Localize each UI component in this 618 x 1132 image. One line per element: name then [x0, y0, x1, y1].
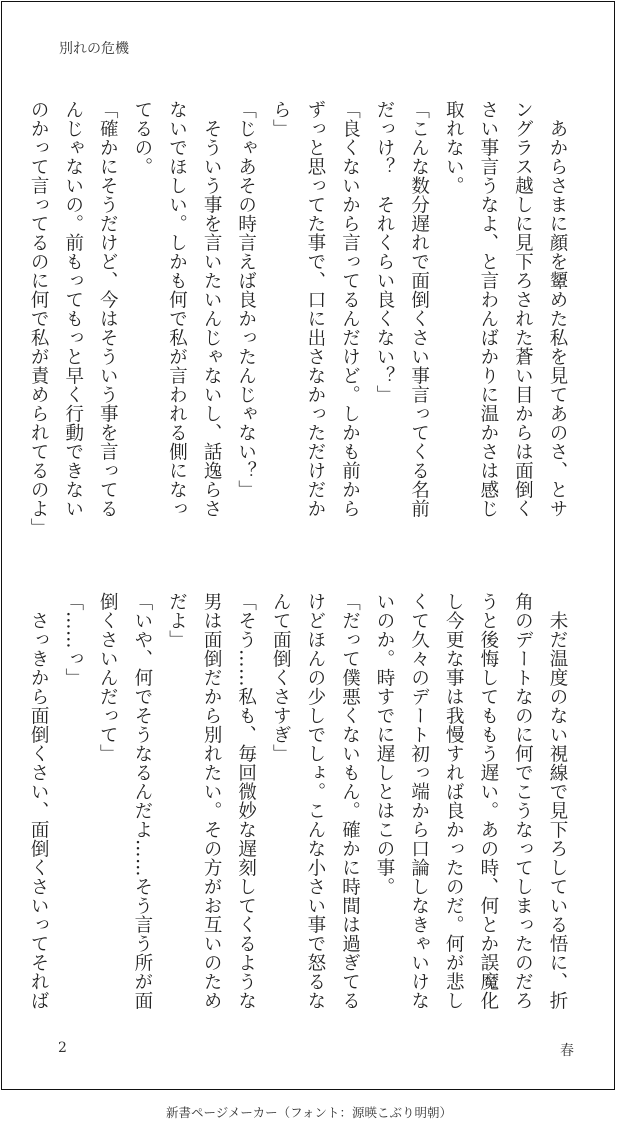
text-line: うと後悔してももう遅い。あの時、何とか誤魔化: [477, 592, 499, 1010]
text-line: 角のデートなのに何でこうなってしまったのだろ: [512, 592, 534, 1010]
text-line: ずっと思ってた事で、口に出さなかっただけだか: [304, 100, 326, 518]
text-line: 倒くさいんだって」: [97, 592, 119, 763]
text-line: 「そう……私も、毎回微妙な遅刻してくるような: [235, 592, 257, 1010]
app-caption: 新書ページメーカー（フォント：源暎こぶり明朝）: [165, 1105, 452, 1120]
text-line: のかって言ってるのに何で私が責められてるのよ」: [28, 100, 50, 537]
page-number: 2: [58, 1040, 67, 1056]
text-line: だよ」: [166, 592, 188, 649]
text-line: てるの。: [131, 100, 153, 176]
text-line: 「確かにそうだけど、今はそういう事を言ってる: [97, 100, 119, 518]
text-line: そういう事を言いたいんじゃないし、話逸らさ: [201, 100, 223, 518]
text-line: 「じゃあその時言えば良かったんじゃない？」: [235, 100, 257, 499]
text-line: ら」: [270, 100, 292, 138]
footer-note: 春: [560, 1043, 574, 1059]
page-frame: [1, 1, 615, 1090]
text-column-lower: [28, 592, 574, 1020]
text-line: し今更な事は我慢すれば良かったのだ。何が悲し: [443, 592, 465, 1010]
page-title: 別れの危機: [59, 41, 129, 57]
text-line: 「いや、何でそうなるんだよ……そう言う所が面: [131, 592, 153, 1010]
text-line: 取れない。: [443, 100, 465, 195]
text-line: 「……っ」: [62, 592, 84, 687]
text-line: 未だ温度のない視線で見下ろしている悟に、折: [547, 592, 568, 1010]
text-line: 「こんな数分遅れで面倒くさい事言ってくる名前: [408, 100, 430, 518]
text-line: 「良くないから言ってるんだけど。しかも前から: [339, 100, 361, 518]
text-line: さい事言うなよ、と言わんばかりに温かさは感じ: [477, 100, 499, 518]
text-line: んじゃないの。前もってもっと早く行動できない: [62, 100, 84, 518]
text-line: いのか。時すでに遅しとはこの事。: [374, 592, 396, 896]
text-column-upper: [28, 100, 574, 537]
text-line: さっきから面倒くさい、面倒くさいってそれば: [28, 592, 50, 1010]
text-line: ないでほしい。しかも何で私が言われる側になっ: [166, 100, 188, 518]
text-line: ングラス越しに見下ろされた蒼い目からは面倒く: [512, 100, 534, 518]
text-line: あからさまに顔を顰めた私を見てあのさ、とサ: [547, 100, 568, 518]
text-line: けどほんの少しでしょ。こんな小さい事で怒るな: [304, 592, 326, 1010]
text-line: 男は面倒だから別れたい。その方がお互いのため: [201, 592, 223, 1010]
text-line: 「だって僕悪くないもん。確かに時間は過ぎてる: [339, 592, 361, 1010]
text-line: くて久々のデート初っ端から口論しなきゃいけな: [408, 592, 430, 1010]
text-line: だっけ？ それくらい良くない？」: [374, 100, 396, 404]
text-line: んて面倒くさすぎ」: [270, 592, 292, 763]
